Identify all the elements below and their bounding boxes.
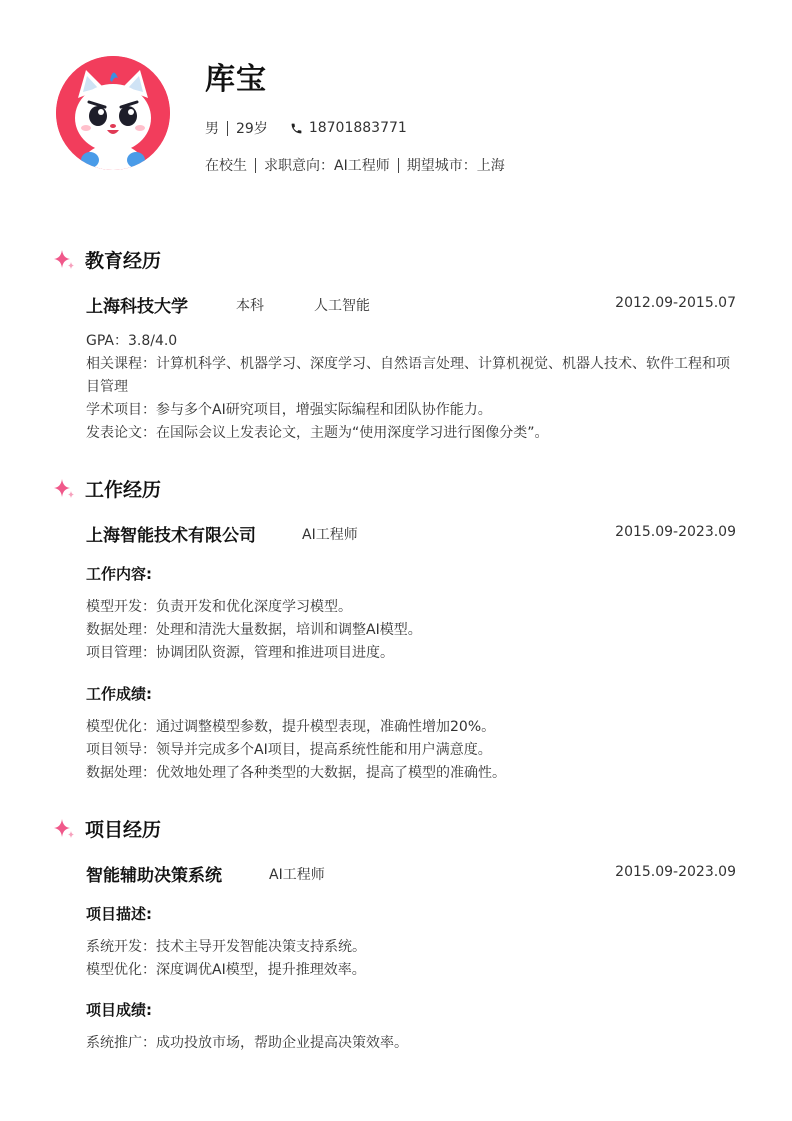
section-title: 项目经历	[85, 819, 162, 841]
project-results-heading: 项目成绩:	[86, 1001, 152, 1019]
gender: 男	[205, 121, 219, 137]
job-intent: 求职意向：AI工程师	[264, 158, 390, 174]
work-result-item: 数据处理：优效地处理了各种类型的大数据，提高了模型的准确性。	[86, 765, 506, 781]
sparkle-icon	[52, 248, 76, 272]
divider	[227, 121, 228, 136]
job-intent-row	[205, 155, 505, 175]
education-line: 相关课程：计算机科学、机器学习、深度学习、自然语言处理、计算机视觉、机器人技术、软件工程和项目管理	[86, 356, 730, 395]
phone-contact[interactable]	[290, 120, 407, 136]
work-results-heading: 工作成绩:	[86, 685, 152, 703]
project-desc-item: 模型优化：深度调优AI模型，提升推理效率。	[86, 962, 366, 978]
mascot-avatar-image	[56, 56, 170, 170]
education-line: GPA：3.8/4.0	[86, 333, 178, 349]
education-details	[86, 330, 736, 445]
divider	[255, 158, 256, 173]
work-content-item: 模型开发：负责开发和优化深度学习模型。	[86, 599, 352, 615]
expected-city: 期望城市：上海	[406, 158, 505, 174]
project-date: 2015.09-2023.09	[615, 864, 736, 880]
section-title: 教育经历	[85, 250, 162, 272]
age: 29岁	[236, 121, 268, 137]
work-results-list	[86, 716, 736, 785]
company-name: 上海智能技术有限公司	[86, 526, 256, 546]
work-content-item: 项目管理：协调团队资源，管理和推进项目进度。	[86, 645, 394, 661]
project-name: 智能辅助决策系统	[86, 866, 222, 886]
sparkle-icon	[52, 817, 76, 841]
project-entry-header	[86, 861, 736, 885]
work-date: 2015.09-2023.09	[615, 524, 736, 540]
divider	[398, 158, 399, 173]
education-section-header	[52, 246, 161, 273]
school-name: 上海科技大学	[86, 297, 188, 317]
project-section-header	[52, 815, 161, 842]
work-entry-header	[86, 521, 736, 545]
work-content-item: 数据处理：处理和清洗大量数据，培训和调整AI模型。	[86, 622, 422, 638]
degree: 本科	[236, 298, 264, 314]
sparkle-icon	[52, 477, 76, 501]
education-date: 2012.09-2015.07	[615, 295, 736, 311]
work-result-item: 项目领导：领导并完成多个AI项目，提高系统性能和用户满意度。	[86, 742, 492, 758]
avatar	[56, 56, 170, 170]
project-desc-list	[86, 936, 736, 982]
candidate-name: 库宝	[205, 62, 267, 97]
phone-number: 18701883771	[308, 120, 407, 136]
project-desc-heading: 项目描述:	[86, 905, 152, 923]
work-section-header	[52, 475, 161, 502]
work-content-heading: 工作内容:	[86, 565, 152, 583]
education-line: 学术项目：参与多个AI研究项目，增强实际编程和团队协作能力。	[86, 402, 492, 418]
major: 人工智能	[314, 298, 370, 314]
job-role: AI工程师	[302, 527, 358, 543]
education-line: 发表论文：在国际会议上发表论文，主题为“使用深度学习进行图像分类”。	[86, 425, 549, 441]
project-desc-item: 系统开发：技术主导开发智能决策支持系统。	[86, 939, 366, 955]
work-content-list	[86, 596, 736, 665]
project-result-item: 系统推广：成功投放市场，帮助企业提高决策效率。	[86, 1035, 408, 1051]
education-entry-header	[86, 292, 736, 316]
project-role: AI工程师	[269, 867, 325, 883]
phone-icon	[290, 122, 303, 135]
section-title: 工作经历	[85, 479, 162, 501]
work-result-item: 模型优化：通过调整模型参数，提升模型表现，准确性增加20%。	[86, 719, 496, 735]
basic-info-row	[205, 118, 407, 138]
project-results-list	[86, 1032, 736, 1055]
student-status: 在校生	[205, 158, 247, 174]
